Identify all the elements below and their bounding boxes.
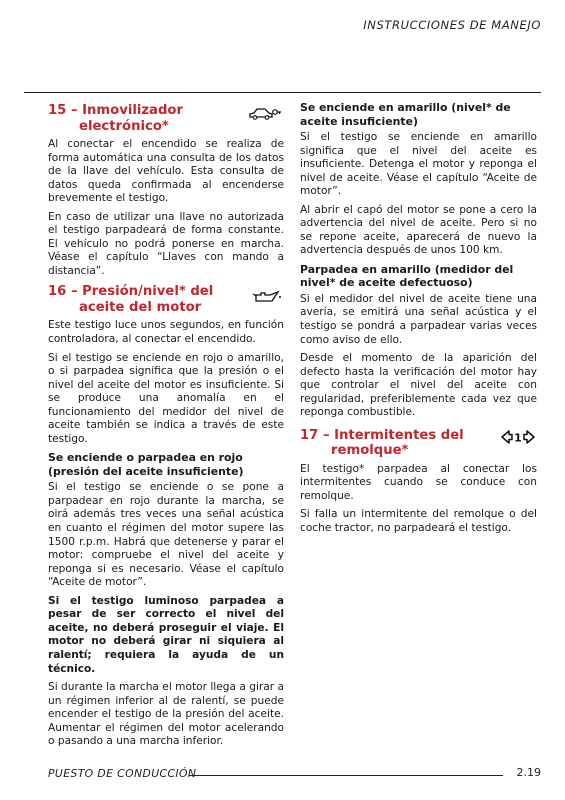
yellow-low-level-subheading: Se enciende en amarillo (nivel* de aceite insuficiente) — [300, 101, 511, 128]
section-16-para-5: Si durante la marcha el motor llega a girar a un régimen inferior al de ralentí, se puede encender el testigo de la presión del aceite. Aumentar el régimen del motor acelerando o pasando a una marcha inferior. — [48, 681, 284, 748]
section-16-para-1: Este testigo luce unos segundos, en función controladora, al conectar el encendido. — [48, 319, 284, 346]
yellow-sensor-fault-para-1: Si el medidor del nivel de aceite tiene una avería, se emitirá una señal acústica y el testigo se pondrá a parpadear varias veces como aviso de ello. — [300, 292, 537, 346]
yellow-sensor-fault-para-2: Desde el momento de la aparición del defecto hasta la verificación del motor hay que controlar el nivel del aceite con regularidad, preferiblemente cada vez que reponga combustible. — [300, 352, 537, 419]
section-16-title-line2: aceite del motor — [79, 299, 202, 315]
section-17-title — [300, 428, 497, 459]
right-column — [300, 101, 537, 536]
trailer-turn-signal-icon — [501, 429, 535, 450]
section-17-para-2: Si falla un intermitente del remolque o del coche tractor, no parpadeará el testigo. — [300, 508, 537, 535]
section-15-title — [48, 103, 244, 134]
yellow-sensor-fault-subheading: Parpadea en amarillo (medidor del nivel* de aceite defectuoso) — [300, 262, 514, 290]
section-17-heading — [300, 428, 537, 459]
page-number: 2.19 — [516, 766, 541, 779]
trailer-signal-icon-number: 1 — [514, 431, 522, 445]
yellow-low-level-para-1: Si el testigo se enciende en amarillo significa que el nivel del aceite es insuficiente. Detenga el motor y reponga el nivel de aceite. Véase el capítulo “Aceite de motor”. — [300, 131, 537, 198]
left-column — [48, 101, 284, 749]
section-15-title-line1: 15 – Inmovilizador — [48, 103, 183, 118]
section-15-para-1: Al conectar el encendido se realiza de forma automática una consulta de los datos de la llave del vehículo. Esta consulta de datos queda confirmada al encenderse brevemente el testigo. — [48, 138, 284, 205]
section-16-subheading-red: Se enciende o parpadea en rojo (presión del aceite insuficiente) — [48, 451, 244, 478]
section-17-para-1: El testigo* parpadea al conectar los intermitentes cuando se conduce con remolque. — [300, 462, 537, 502]
section-17-title-line2: remolque* — [331, 443, 409, 459]
section-16-title — [48, 284, 244, 315]
header-rule — [24, 92, 541, 93]
running-header: INSTRUCCIONES DE MANEJO — [363, 18, 541, 32]
section-15-title-line2: electrónico* — [79, 118, 169, 134]
section-15-para-2: En caso de utilizar una llave no autorizada el testigo parpadeará de forma constante. El vehículo no podrá ponerse en marcha. Véase el capítulo “Llaves con mando a distancia”. — [48, 210, 284, 277]
section-16-para-2: Si el testigo se enciende en rojo o amarillo, o si parpadea significa que la presión o el nivel del aceite del motor es insuficiente. Si se produce una anomalía en el funcionamiento del medidor del nivel de aceite también se indica a través de este testigo. — [48, 351, 284, 445]
footer-section-title: PUESTO DE CONDUCCIÓN — [48, 767, 197, 780]
footer-rule — [189, 775, 503, 776]
car-key-icon — [248, 105, 282, 126]
oil-can-icon — [252, 290, 282, 309]
section-16-heading — [48, 284, 284, 315]
section-16-warning-para: Si el testigo luminoso parpadea a pesar de ser correcto el nivel del aceite, no deberá proseguir el viaje. El motor no deberá girar ni siquiera al ralentí; requiera la ayuda de un técnico. — [48, 594, 284, 675]
section-16-para-3: Si el testigo se enciende o se pone a parpadear en rojo durante la marcha, se oirá además tres veces una señal acústica en cuanto el régimen del motor supere las 1500 r.p.m. Habrá que detenerse y parar el motor: compruebe el nivel del aceite y reponga si es necesario. Véase el capítulo “Aceite de motor”. — [48, 481, 284, 589]
yellow-low-level-para-2: Al abrir el capó del motor se pone a cero la advertencia del nivel de aceite. Pero si no se repone aceite, aparecerá de nuevo la advertencia después de unos 100 km. — [300, 203, 537, 257]
section-17-title-line1: 17 – Intermitentes del — [300, 427, 464, 443]
section-15-heading — [48, 103, 284, 134]
section-16-title-line1: 16 – Presión/nivel* del — [48, 284, 214, 300]
